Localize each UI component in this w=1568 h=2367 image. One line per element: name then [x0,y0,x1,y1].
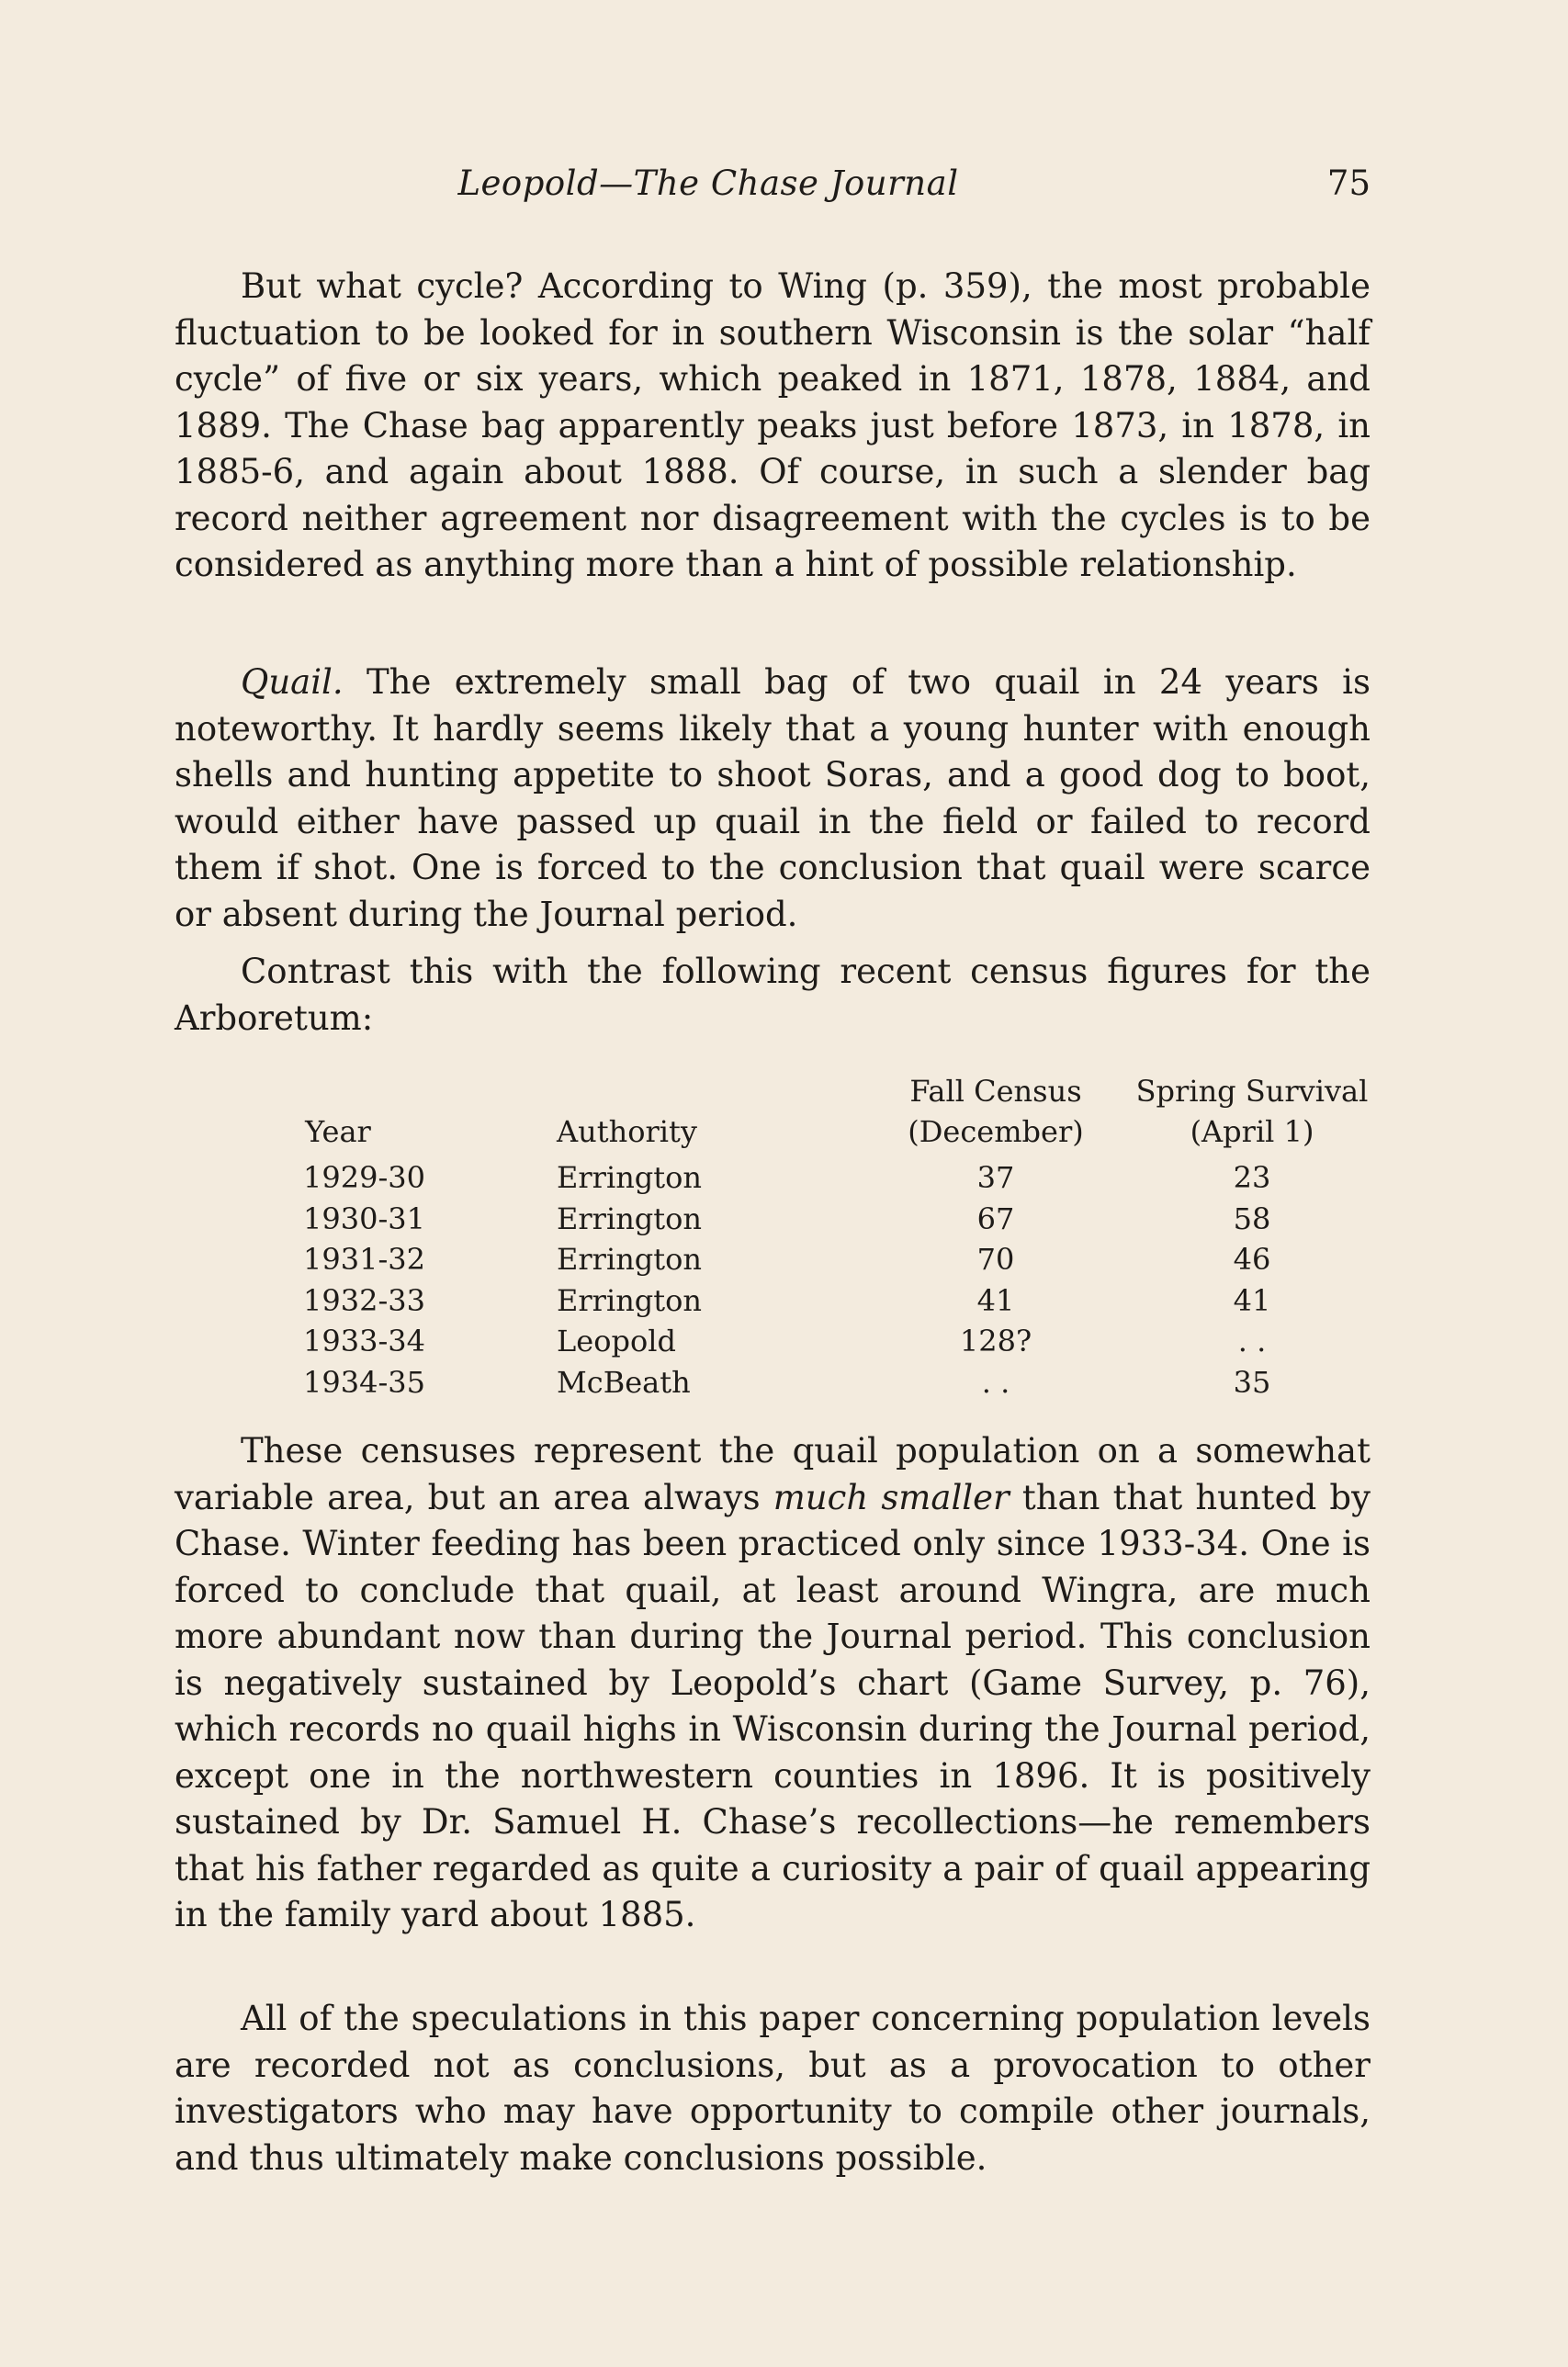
paragraph-speculations-text: All of the speculations in this paper concerning population levels are recorded not as conclusions, but as a provocation to other investigators who may have opportunity to compile other journals, and thus ultimately make conclusions possible. [175,1999,1371,2178]
header-spring-line2: (April 1) [1190,1114,1314,1149]
cell-fall: . . [981,1364,1010,1400]
table-row [175,1199,1371,1240]
paragraph-quail [175,659,1371,938]
cell-spring: . . [1237,1324,1267,1358]
paragraph-speculations [175,1996,1371,2181]
censuses-emphasis: much smaller [773,1477,1010,1517]
header-year: Year [305,1114,371,1149]
cell-authority: Errington [557,1160,703,1195]
cell-year: 1933-34 [303,1324,425,1358]
cell-fall: 70 [976,1242,1015,1277]
table-row [175,1362,1371,1403]
header-spring-survival [1134,1071,1371,1157]
paragraph-contrast-text: Contrast this with the following recent census figures for the Arboretum: [175,952,1371,1038]
censuses-text-a: These censuses represent the quail population on a somewhat variable area, but an area always [175,1431,1371,1517]
header-authority: Authority [557,1114,697,1149]
cell-authority: Leopold [557,1324,676,1358]
cell-year: 1932-33 [303,1282,425,1318]
page-header [175,163,1371,219]
header-fall-census [858,1071,1134,1157]
cell-authority: McBeath [557,1364,691,1400]
running-title: Leopold—The Chase Journal [457,163,959,203]
cell-year: 1934-35 [303,1364,425,1400]
quail-body: The extremely small bag of two quail in 24 years is noteworthy. It hardly seems likely that a young hunter with enough shells and hunting appetite to shoot Soras, and a good dog to boot, would either have passed up quail in the field or failed to record them if shot. One is forced to the conclusion that quail were scarce or absent during the Journal period. [175,662,1371,934]
table-row [175,1280,1371,1322]
cell-authority: Errington [557,1282,703,1318]
header-spring-line1: Spring Survival [1135,1074,1369,1109]
cell-year: 1931-32 [303,1242,425,1277]
cell-year: 1929-30 [303,1160,425,1195]
cell-authority: Errington [557,1242,703,1277]
paragraph-contrast [175,949,1371,1042]
table-row [175,1239,1371,1280]
cell-fall: 67 [976,1200,1015,1236]
paragraph-cycle-text: But what cycle? According to Wing (p. 359), the most probable fluctuation to be looked for in southern Wisconsin is the solar “half cycle” of five or six years, which peaked in 1871, 1878, 1884, and 1889. The Chase bag apparently peaks just before 1873, in 1878, in 1885-6, and again about 1888. Of course, in such a slender bag record neither agreement nor disagreement with the cycles is to be considered as anything more than a hint of possible relationship. [175,266,1371,584]
table-row [175,1321,1371,1362]
cell-fall: 37 [976,1160,1015,1195]
header-fall-line1: Fall Census [909,1074,1082,1109]
paragraph-cycle [175,264,1371,589]
cell-authority: Errington [557,1200,703,1236]
page-number: 75 [1326,163,1371,203]
censuses-text-b: than that hunted by Chase. Winter feeding has been practiced only since 1933-34. One is forced to conclude that quail, at least around Wingra, are much more abundant now than during the Journal period. This conclusion is negatively sustained by Leopold’s chart (Game Survey, p. 76), which records no quail highs in Wisconsin during the Journal period, except one in the northwestern counties in 1896. It is positively sustained by Dr. Samuel H. Chase’s recollections—he remembers that his father regarded as quite a curiosity a pair of quail appearing in the family yard about 1885. [175,1477,1371,1934]
census-table [175,1071,1371,1403]
table-row [175,1157,1371,1199]
census-table-header-row [175,1071,1371,1157]
cell-spring: 23 [1233,1160,1271,1195]
cell-spring: 46 [1233,1242,1271,1277]
cell-spring: 35 [1233,1364,1271,1400]
cell-spring: 58 [1233,1200,1271,1236]
cell-year: 1930-31 [303,1200,425,1236]
quail-heading: Quail. [241,662,344,702]
cell-fall: 41 [976,1282,1015,1318]
cell-fall: 128? [959,1324,1032,1358]
cell-spring: 41 [1233,1282,1271,1318]
paragraph-censuses [175,1428,1371,1939]
header-fall-line2: (December) [908,1114,1084,1149]
